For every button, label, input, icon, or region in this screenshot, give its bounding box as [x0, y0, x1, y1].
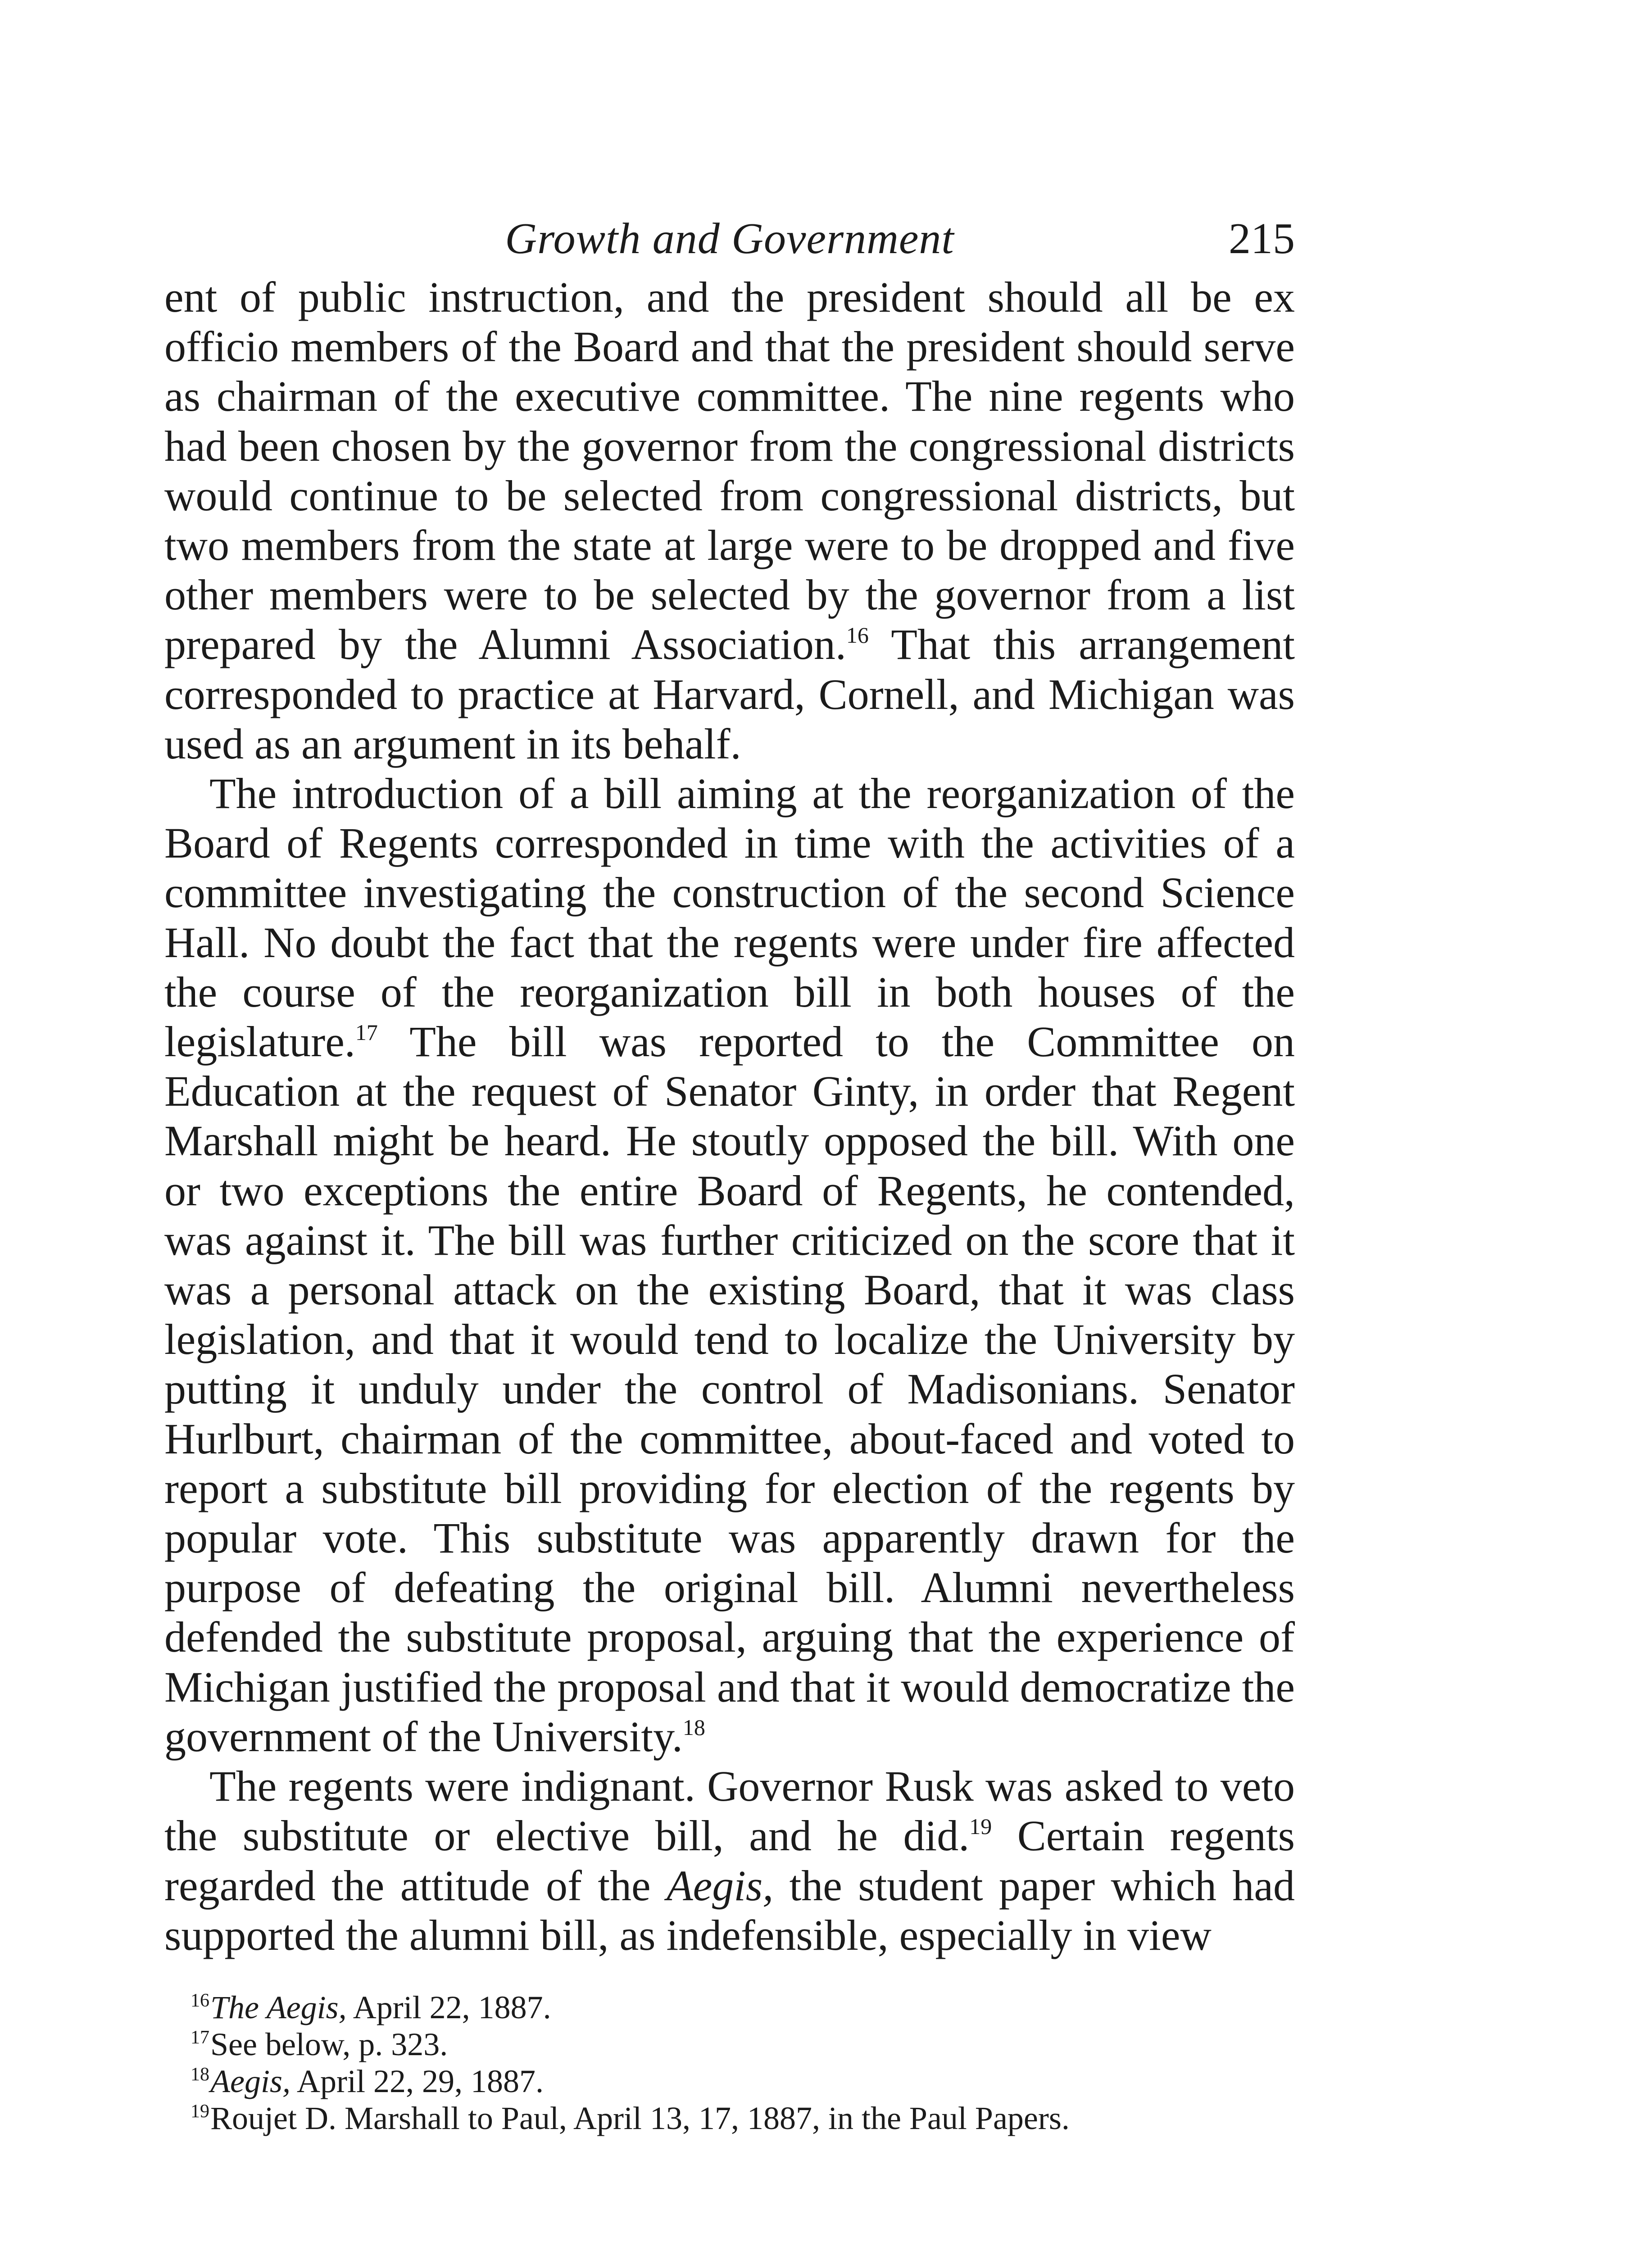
body-text — [164, 272, 1295, 1960]
footnote-ref-18: 18 — [682, 1714, 705, 1740]
footnote-text: Roujet D. Marshall to Paul, April 13, 17, 1887, in the Paul Papers. — [210, 2100, 1070, 2136]
footnote-mark: 17 — [191, 2027, 209, 2048]
paragraph-3 — [164, 1762, 1295, 1960]
paragraph-1 — [164, 272, 1295, 769]
footnote-18 — [164, 2063, 1295, 2100]
paragraph-1-text-a: ent of public instruction, and the president should all be ex officio members of the Board and that the president should serve as chairman of the executive committee. The nine regents who had been chosen by the governor from the congressional districts would continue to be selected from congressional districts, but two members from the state at large were to be dropped and five other members were to be selected by the governor from a list prepared by the Alumni Association. — [164, 273, 1295, 669]
footnote-italic: The Aegis, — [210, 1989, 347, 2025]
footnote-mark: 18 — [191, 2064, 209, 2085]
paragraph-3-italic-aegis: Aegis, — [666, 1861, 774, 1910]
paragraph-2-text-a: The introduction of a bill aiming at the reorganization of the Board of Regents corresponded in time with the activities of a committee investigating the construction of the second Science Hall. No doubt the fact that the regents were under fire affected the course of the reorganization bill in both houses of the legislature. — [164, 769, 1295, 1066]
running-head — [164, 205, 1295, 272]
footnote-mark: 16 — [191, 1990, 209, 2011]
footnote-text: See below, p. 323. — [210, 2026, 448, 2062]
paragraph-3-text-b: Certain regents regarded the attitude of the — [164, 1812, 1295, 1910]
footnote-text: April 22, 29, 1887. — [290, 2063, 544, 2099]
footnote-italic: Aegis, — [210, 2063, 290, 2099]
paragraph-2 — [164, 769, 1295, 1762]
footnote-ref-16: 16 — [846, 622, 869, 648]
footnote-ref-19: 19 — [969, 1814, 992, 1839]
paragraph-3-text-a: The regents were indignant. Governor Rusk was asked to veto the substitute or elective bill, and he did. — [164, 1762, 1295, 1860]
footnote-ref-17: 17 — [355, 1020, 378, 1045]
footnotes — [164, 1989, 1295, 2137]
footnote-text: April 22, 1887. — [346, 1989, 551, 2025]
footnote-19 — [164, 2100, 1295, 2137]
paragraph-1-text-b: That this arrangement corresponded to practice at Harvard, Cornell, and Michigan was used as an argument in its behalf. — [164, 620, 1295, 768]
paragraph-2-text-b: The bill was reported to the Committee on Education at the request of Senator Ginty, in order that Regent Marshall might be heard. He stoutly opposed the bill. With one or two exceptions the entire Board of Regents, he contended, was against it. The bill was further criticized on the score that it was a personal attack on the existing Board, that it was class legislation, and that it would tend to localize the University by putting it unduly under the control of Madisonians. Senator Hurlburt, chairman of the committee, about-faced and voted to report a substitute bill providing for election of the regents by popular vote. This substitute was apparently drawn for the purpose of defeating the original bill. Alumni nevertheless defended the substitute proposal, arguing that the experience of Michigan justified the proposal and that it would democratize the government of the University. — [164, 1017, 1295, 1761]
book-page — [164, 205, 1295, 2137]
running-title: Growth and Government — [505, 214, 954, 263]
footnote-17 — [164, 2026, 1295, 2063]
paragraph-3-text-c: the student paper which had supported the alumni bill, as indefensible, especially in view — [164, 1861, 1295, 1959]
footnote-mark: 19 — [191, 2101, 209, 2122]
footnote-16 — [164, 1989, 1295, 2026]
page-number: 215 — [1229, 214, 1295, 263]
